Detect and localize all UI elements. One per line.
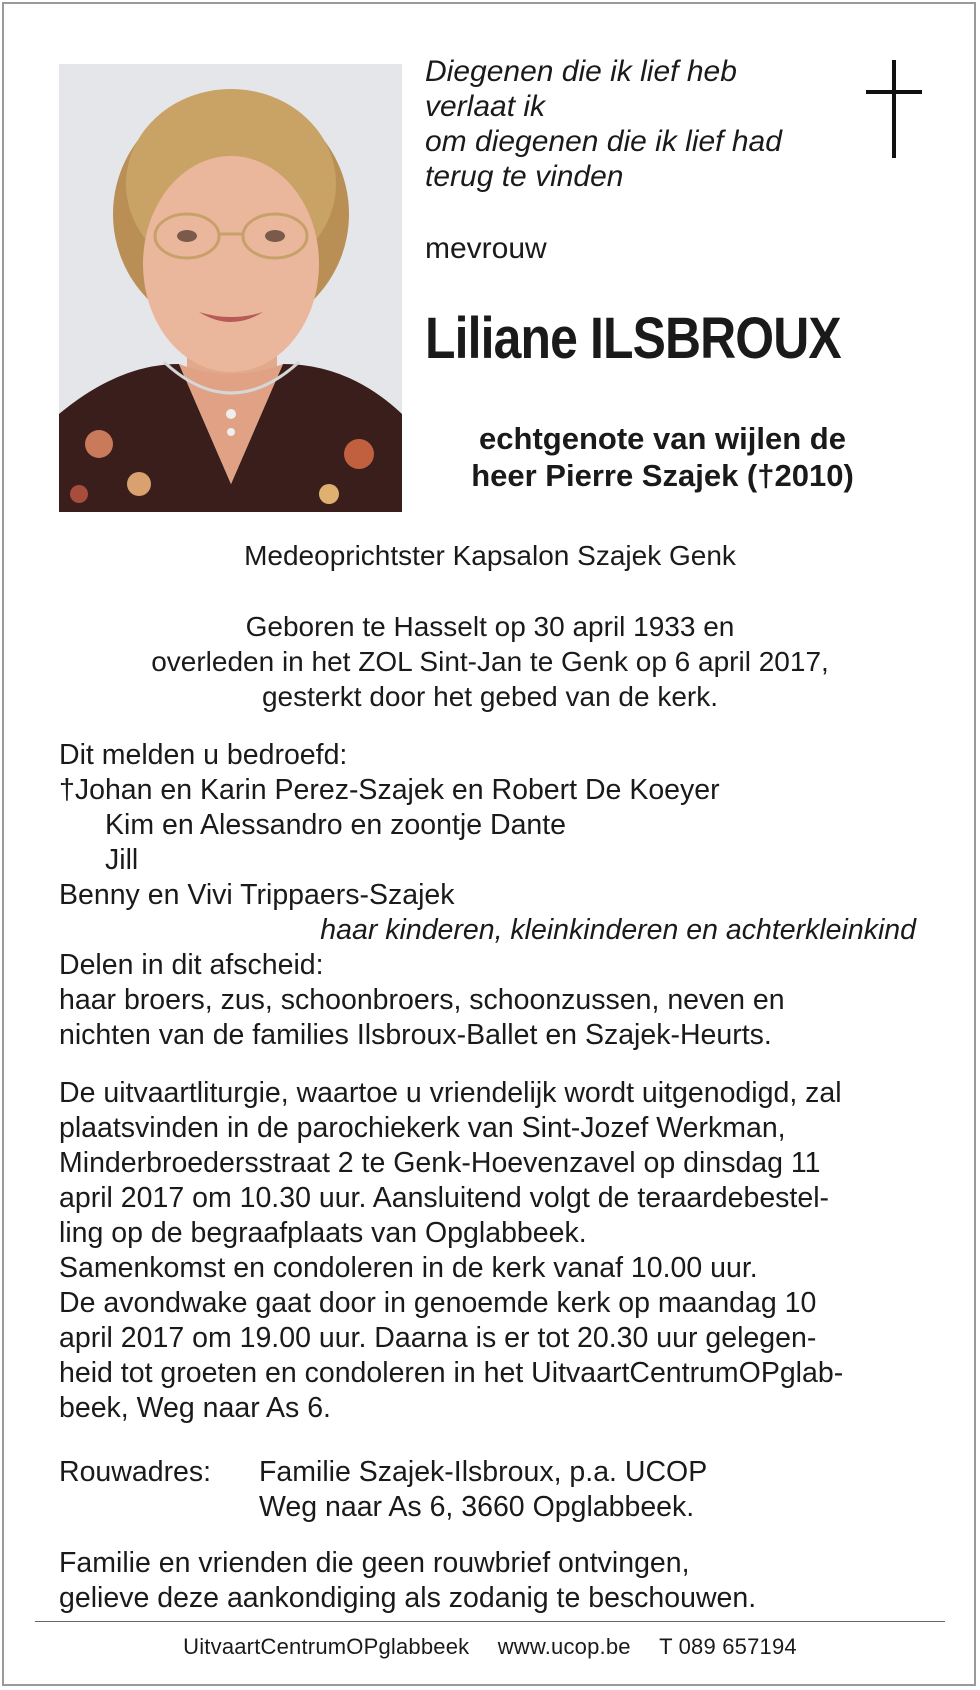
funeral-line: De avondwake gaat door in genoemde kerk op maandag 10: [59, 1287, 817, 1319]
funeral-line: heid tot groeten en condoleren in het UitvaartCentrumOPglab-: [59, 1357, 844, 1389]
family-line: †Johan en Karin Perez-Szajek en Robert De Koeyer: [59, 774, 720, 806]
footer-website[interactable]: www.ucop.be: [497, 1634, 631, 1659]
poem-line: terug te vinden: [425, 160, 624, 193]
spouse-info: [420, 420, 905, 494]
mourning-address: [59, 1455, 707, 1525]
funeral-line: plaatsvinden in de parochiekerk van Sint-Jozef Werkman,: [59, 1112, 786, 1144]
poem-line: Diegenen die ik lief heb: [425, 55, 737, 88]
family-relation: haar kinderen, kleinkinderen en achterkleinkind: [320, 914, 916, 946]
family-line: Benny en Vivi Trippaers-Szajek: [59, 879, 455, 911]
cross-icon: [864, 60, 924, 160]
portrait-photo: [59, 64, 402, 512]
footer: [0, 1634, 980, 1660]
notice-line: gelieve deze aankondiging als zodanig te beschouwen.: [59, 1582, 757, 1614]
birth-line: gesterkt door het gebed van de kerk.: [261, 681, 719, 712]
occupation: Medeoprichtster Kapsalon Szajek Genk: [244, 540, 736, 571]
footer-divider: [35, 1621, 945, 1622]
spouse-line: heer Pierre Szajek (†2010): [471, 458, 854, 493]
funeral-line: Minderbroedersstraat 2 te Genk-Hoevenzavel op dinsdag 11: [59, 1147, 821, 1179]
memorial-poem: [425, 54, 845, 194]
funeral-line: april 2017 om 10.30 uur. Aansluitend volgt de teraardebestel-: [59, 1182, 830, 1214]
share-intro: Delen in dit afscheid:: [59, 949, 324, 981]
address-line: Weg naar As 6, 3660 Opglabbeek.: [259, 1491, 695, 1523]
family-intro: Dit melden u bedroefd:: [59, 739, 348, 771]
family-section: [59, 738, 939, 1053]
share-line: haar broers, zus, schoonbroers, schoonzussen, neven en: [59, 984, 785, 1016]
funeral-line: De uitvaartliturgie, waartoe u vriendelijk wordt uitgenodigd, zal: [59, 1077, 842, 1109]
footer-phone: T 089 657194: [659, 1634, 797, 1659]
share-line: nichten van de families Ilsbroux-Ballet en Szajek-Heurts.: [59, 1019, 772, 1051]
notice: [59, 1546, 939, 1616]
address-label: Rouwadres:: [59, 1456, 212, 1488]
notice-line: Familie en vrienden die geen rouwbrief ontvingen,: [59, 1547, 690, 1579]
address-line: Familie Szajek-Ilsbroux, p.a. UCOP: [259, 1456, 708, 1488]
deceased-name: Liliane ILSBROUX: [425, 306, 841, 371]
poem-line: verlaat ik: [425, 90, 546, 123]
footer-company: UitvaartCentrumOPglabbeek: [183, 1634, 470, 1659]
birth-death-info: [0, 609, 980, 714]
funeral-line: april 2017 om 19.00 uur. Daarna is er tot 20.30 uur gelegen-: [59, 1322, 817, 1354]
honorific: mevrouw: [425, 232, 547, 265]
funeral-line: beek, Weg naar As 6.: [59, 1392, 331, 1424]
spouse-line: echtgenote van wijlen de: [479, 421, 846, 456]
poem-line: om diegenen die ik lief had: [425, 125, 782, 158]
funeral-line: ling op de begraafplaats van Opglabbeek.: [59, 1217, 587, 1249]
family-line: Kim en Alessandro en zoontje Dante: [105, 809, 567, 841]
funeral-info: [59, 1076, 939, 1426]
funeral-line: Samenkomst en condoleren in de kerk vanaf 10.00 uur.: [59, 1252, 758, 1284]
birth-line: Geboren te Hasselt op 30 april 1933 en: [245, 611, 735, 642]
birth-line: overleden in het ZOL Sint-Jan te Genk op 6 april 2017,: [151, 646, 829, 677]
family-line: Jill: [105, 844, 139, 876]
